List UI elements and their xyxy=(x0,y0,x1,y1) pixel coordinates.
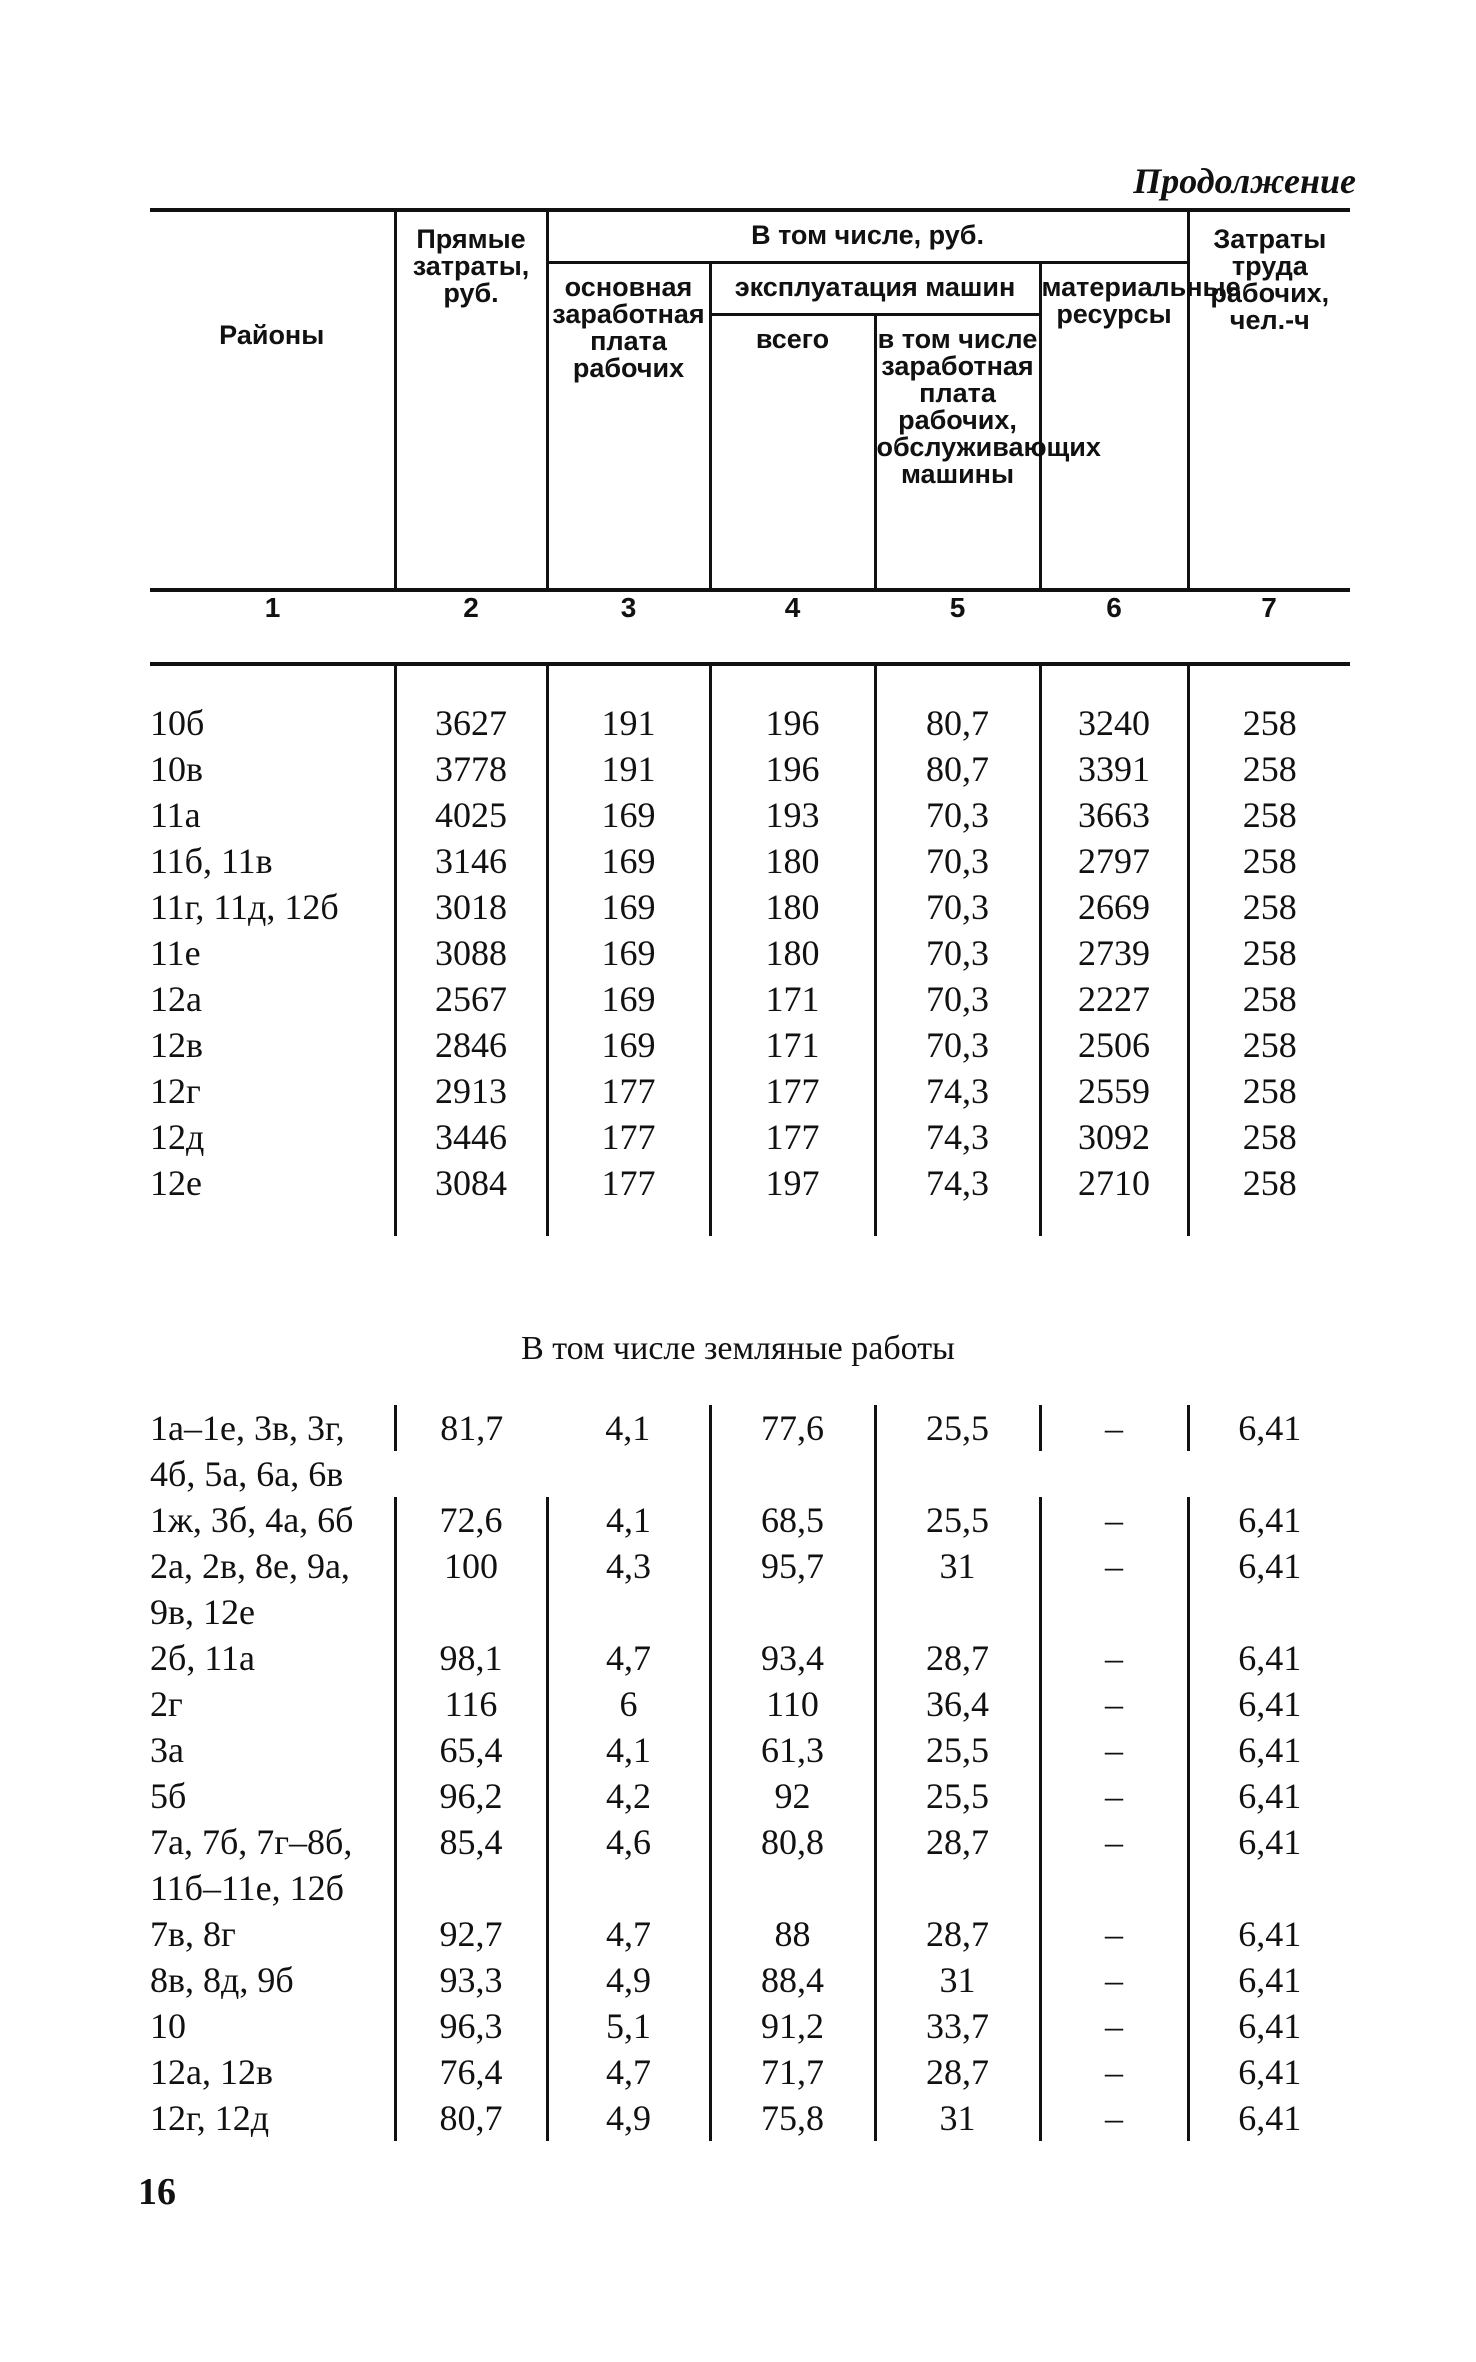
value-cell: 61,3 xyxy=(710,1727,875,1773)
value-cell: 93,3 xyxy=(395,1957,547,2003)
value-cell: 177 xyxy=(547,1160,710,1206)
value-cell: 25,5 xyxy=(875,1727,1040,1773)
value-cell: 2710 xyxy=(1040,1160,1188,1206)
value-cell: 6,41 xyxy=(1188,1819,1350,1865)
value-cell: 81,7 xyxy=(395,1405,547,1451)
header-base-wages: основная заработная плата рабочих xyxy=(547,263,710,591)
value-cell: – xyxy=(1040,1727,1188,1773)
value-cell: 6,41 xyxy=(1188,2003,1350,2049)
value-cell: 74,3 xyxy=(875,1114,1040,1160)
table-row xyxy=(150,1068,1350,1114)
table-row xyxy=(150,1819,1350,1865)
table-row xyxy=(150,838,1350,884)
value-cell: 70,3 xyxy=(875,1022,1040,1068)
value-cell: 75,8 xyxy=(710,2095,875,2141)
value-cell: 4,9 xyxy=(547,1957,710,2003)
region-cell: 11е xyxy=(150,933,201,973)
value-cell: – xyxy=(1040,2003,1188,2049)
value-cell: 3446 xyxy=(395,1114,547,1160)
value-cell: 169 xyxy=(547,792,710,838)
region-cell: 9в, 12е xyxy=(150,1592,255,1632)
region-cell: 11г, 11д, 12б xyxy=(150,887,339,927)
value-cell xyxy=(1188,1451,1350,1497)
value-cell: 258 xyxy=(1188,746,1350,792)
value-cell: 100 xyxy=(395,1543,547,1589)
table-row xyxy=(150,1497,1350,1543)
region-cell: 8в, 8д, 9б xyxy=(150,1960,294,2000)
value-cell: 71,7 xyxy=(710,2049,875,2095)
value-cell xyxy=(547,1451,710,1497)
value-cell: 68,5 xyxy=(710,1497,875,1543)
column-number: 4 xyxy=(710,590,875,664)
value-cell: 4,6 xyxy=(547,1819,710,1865)
region-cell: 7а, 7б, 7г–8б, xyxy=(150,1822,353,1862)
region-cell: 11б, 11в xyxy=(150,841,273,881)
value-cell: 258 xyxy=(1188,838,1350,884)
value-cell: 258 xyxy=(1188,930,1350,976)
value-cell xyxy=(710,1865,875,1911)
value-cell: 2669 xyxy=(1040,884,1188,930)
value-cell: 3240 xyxy=(1040,700,1188,746)
value-cell: – xyxy=(1040,2095,1188,2141)
value-cell: – xyxy=(1040,1911,1188,1957)
region-cell: 2а, 2в, 8е, 9а, xyxy=(150,1546,350,1586)
value-cell xyxy=(875,1865,1040,1911)
table-row xyxy=(150,2049,1350,2095)
region-cell: 12д xyxy=(150,1117,205,1157)
region-cell: 3а xyxy=(150,1730,184,1770)
value-cell: 180 xyxy=(710,930,875,976)
region-cell: 2г xyxy=(150,1684,183,1724)
value-cell xyxy=(875,1589,1040,1635)
value-cell xyxy=(710,1589,875,1635)
value-cell: 169 xyxy=(547,930,710,976)
value-cell: 3092 xyxy=(1040,1114,1188,1160)
region-cell: 12а xyxy=(150,979,202,1019)
value-cell: 258 xyxy=(1188,792,1350,838)
value-cell: 31 xyxy=(875,2095,1040,2141)
value-cell: 6,41 xyxy=(1188,2049,1350,2095)
region-cell: 10в xyxy=(150,749,203,789)
value-cell: 36,4 xyxy=(875,1681,1040,1727)
table-row xyxy=(150,930,1350,976)
value-cell: 4,2 xyxy=(547,1773,710,1819)
region-cell: 10 xyxy=(150,2006,186,2046)
value-cell: 80,7 xyxy=(875,700,1040,746)
table-row xyxy=(150,2095,1350,2141)
value-cell: 80,8 xyxy=(710,1819,875,1865)
value-cell: 171 xyxy=(710,1022,875,1068)
region-cell: 5б xyxy=(150,1776,187,1816)
value-cell: 25,5 xyxy=(875,1497,1040,1543)
table-row xyxy=(150,792,1350,838)
table-row xyxy=(150,1543,1350,1589)
value-cell: 4,7 xyxy=(547,2049,710,2095)
value-cell: 193 xyxy=(710,792,875,838)
value-cell: 6,41 xyxy=(1188,1727,1350,1773)
value-cell: 2739 xyxy=(1040,930,1188,976)
earthworks-table xyxy=(150,1405,1350,2141)
value-cell: 196 xyxy=(710,700,875,746)
value-cell: 258 xyxy=(1188,1160,1350,1206)
value-cell: 65,4 xyxy=(395,1727,547,1773)
value-cell: 4,7 xyxy=(547,1911,710,1957)
value-cell: 258 xyxy=(1188,700,1350,746)
value-cell: 258 xyxy=(1188,1068,1350,1114)
value-cell: 6,41 xyxy=(1188,1681,1350,1727)
value-cell: 4,3 xyxy=(547,1543,710,1589)
value-cell: 191 xyxy=(547,700,710,746)
value-cell: 6,41 xyxy=(1188,1957,1350,2003)
value-cell: 3084 xyxy=(395,1160,547,1206)
value-cell: 28,7 xyxy=(875,1911,1040,1957)
value-cell: 4,7 xyxy=(547,1635,710,1681)
value-cell: 28,7 xyxy=(875,1635,1040,1681)
header-direct-costs: Прямые затраты, руб. xyxy=(395,210,547,590)
table-row xyxy=(150,884,1350,930)
value-cell: 177 xyxy=(547,1114,710,1160)
value-cell: 70,3 xyxy=(875,976,1040,1022)
column-number-row xyxy=(150,590,1350,664)
value-cell: 3146 xyxy=(395,838,547,884)
column-number: 1 xyxy=(150,590,395,664)
value-cell: 2913 xyxy=(395,1068,547,1114)
continuation-label: Продолжение xyxy=(1133,161,1356,201)
value-cell: 180 xyxy=(710,838,875,884)
region-cell: 1а–1е, 3в, 3г, xyxy=(150,1408,345,1448)
value-cell: 74,3 xyxy=(875,1160,1040,1206)
value-cell: 3778 xyxy=(395,746,547,792)
region-cell: 2б, 11а xyxy=(150,1638,255,1678)
value-cell: 91,2 xyxy=(710,2003,875,2049)
value-cell: 6,41 xyxy=(1188,1543,1350,1589)
value-cell xyxy=(1188,1589,1350,1635)
value-cell: 6,41 xyxy=(1188,2095,1350,2141)
value-cell: 4,9 xyxy=(547,2095,710,2141)
value-cell: 2846 xyxy=(395,1022,547,1068)
table-row xyxy=(150,746,1350,792)
value-cell: 6,41 xyxy=(1188,1911,1350,1957)
value-cell: 4,1 xyxy=(547,1727,710,1773)
value-cell: – xyxy=(1040,1681,1188,1727)
region-cell: 7в, 8г xyxy=(150,1914,236,1954)
value-cell: 70,3 xyxy=(875,792,1040,838)
value-cell: 3018 xyxy=(395,884,547,930)
value-cell: 2559 xyxy=(1040,1068,1188,1114)
value-cell: 2227 xyxy=(1040,976,1188,1022)
value-cell: 6,41 xyxy=(1188,1773,1350,1819)
header-materials: материальные ресурсы xyxy=(1040,263,1188,591)
value-cell: 6,41 xyxy=(1188,1497,1350,1543)
value-cell: 4025 xyxy=(395,792,547,838)
value-cell: 3391 xyxy=(1040,746,1188,792)
value-cell: – xyxy=(1040,1635,1188,1681)
value-cell: 258 xyxy=(1188,1022,1350,1068)
value-cell: 6,41 xyxy=(1188,1405,1350,1451)
value-cell: 180 xyxy=(710,884,875,930)
value-cell: 80,7 xyxy=(875,746,1040,792)
column-number: 5 xyxy=(875,590,1040,664)
value-cell: 169 xyxy=(547,976,710,1022)
value-cell: 196 xyxy=(710,746,875,792)
value-cell: 72,6 xyxy=(395,1497,547,1543)
value-cell: 3088 xyxy=(395,930,547,976)
header-labor-costs: Затраты труда рабочих, чел.-ч xyxy=(1188,210,1350,590)
value-cell: 31 xyxy=(875,1957,1040,2003)
value-cell: 5,1 xyxy=(547,2003,710,2049)
table-row xyxy=(150,1957,1350,2003)
value-cell: 74,3 xyxy=(875,1068,1040,1114)
table-row xyxy=(150,1022,1350,1068)
value-cell: 2567 xyxy=(395,976,547,1022)
value-cell xyxy=(875,1451,1040,1497)
region-cell: 12в xyxy=(150,1025,203,1065)
value-cell: 25,5 xyxy=(875,1773,1040,1819)
value-cell: 88,4 xyxy=(710,1957,875,2003)
value-cell: 169 xyxy=(547,1022,710,1068)
table-row xyxy=(150,1865,1350,1911)
table-row xyxy=(150,1727,1350,1773)
value-cell xyxy=(395,1865,547,1911)
value-cell xyxy=(1188,1865,1350,1911)
value-cell xyxy=(395,1589,547,1635)
value-cell xyxy=(395,1451,547,1497)
column-number: 6 xyxy=(1040,590,1188,664)
value-cell: 77,6 xyxy=(710,1405,875,1451)
table-row xyxy=(150,2003,1350,2049)
value-cell: – xyxy=(1040,1957,1188,2003)
region-cell: 1ж, 3б, 4а, 6б xyxy=(150,1500,354,1540)
table-row xyxy=(150,1114,1350,1160)
value-cell: 258 xyxy=(1188,884,1350,930)
value-cell xyxy=(547,1865,710,1911)
value-cell: – xyxy=(1040,2049,1188,2095)
value-cell: 70,3 xyxy=(875,838,1040,884)
column-number: 7 xyxy=(1188,590,1350,664)
region-cell: 12г xyxy=(150,1071,201,1111)
value-cell: 177 xyxy=(710,1068,875,1114)
value-cell: 3627 xyxy=(395,700,547,746)
value-cell: 2506 xyxy=(1040,1022,1188,1068)
value-cell: – xyxy=(1040,1773,1188,1819)
value-cell: 4,1 xyxy=(547,1497,710,1543)
value-cell: 110 xyxy=(710,1681,875,1727)
value-cell: 70,3 xyxy=(875,930,1040,976)
value-cell: 92,7 xyxy=(395,1911,547,1957)
section-title: В том числе земляные работы xyxy=(521,1330,955,1367)
value-cell xyxy=(710,1451,875,1497)
value-cell: – xyxy=(1040,1405,1188,1451)
value-cell: 2797 xyxy=(1040,838,1188,884)
value-cell: 92 xyxy=(710,1773,875,1819)
value-cell: 3663 xyxy=(1040,792,1188,838)
table-row xyxy=(150,1405,1350,1451)
value-cell: 70,3 xyxy=(875,884,1040,930)
region-cell: 11б–11е, 12б xyxy=(150,1868,344,1908)
region-cell: 11а xyxy=(150,795,201,835)
table-row xyxy=(150,976,1350,1022)
value-cell: 96,3 xyxy=(395,2003,547,2049)
table-row xyxy=(150,1451,1350,1497)
value-cell: 171 xyxy=(710,976,875,1022)
value-cell: 177 xyxy=(547,1068,710,1114)
value-cell: – xyxy=(1040,1819,1188,1865)
value-cell: 28,7 xyxy=(875,2049,1040,2095)
value-cell: 4,1 xyxy=(605,1408,651,1448)
header-machines-total: всего xyxy=(710,315,875,591)
value-cell: 80,7 xyxy=(395,2095,547,2141)
header-machines-wages: в том числе заработная плата рабочих, обслуживающих машины xyxy=(875,315,1040,591)
column-number: 3 xyxy=(547,590,710,664)
value-cell: 6 xyxy=(547,1681,710,1727)
region-cell: 12а, 12в xyxy=(150,2052,273,2092)
table-row xyxy=(150,1589,1350,1635)
header-regions: Районы xyxy=(150,210,395,590)
region-cell: 12г, 12д xyxy=(150,2098,270,2138)
value-cell: 258 xyxy=(1188,1114,1350,1160)
region-cell: 4б, 5а, 6а, 6в xyxy=(150,1454,344,1494)
value-cell: 76,4 xyxy=(395,2049,547,2095)
table-row xyxy=(150,1160,1350,1206)
value-cell: 88 xyxy=(710,1911,875,1957)
table-row xyxy=(150,700,1350,746)
table-row xyxy=(150,1773,1350,1819)
header-including-group: В том числе, руб. xyxy=(547,210,1188,263)
header-machine-operation: эксплуатация машин xyxy=(710,263,1040,315)
table-row xyxy=(150,1911,1350,1957)
value-cell xyxy=(1040,1451,1188,1497)
value-cell: 169 xyxy=(547,884,710,930)
value-cell: 28,7 xyxy=(875,1819,1040,1865)
region-cell: 10б xyxy=(150,703,205,743)
value-cell: – xyxy=(1040,1543,1188,1589)
cost-table xyxy=(150,208,1350,1236)
value-cell xyxy=(547,1589,710,1635)
value-cell: 85,4 xyxy=(395,1819,547,1865)
value-cell: 169 xyxy=(547,838,710,884)
value-cell: 31 xyxy=(875,1543,1040,1589)
table-row xyxy=(150,1635,1350,1681)
value-cell: 25,5 xyxy=(875,1405,1040,1451)
value-cell: 258 xyxy=(1188,976,1350,1022)
value-cell: 98,1 xyxy=(395,1635,547,1681)
value-cell: 93,4 xyxy=(710,1635,875,1681)
value-cell: – xyxy=(1040,1497,1188,1543)
value-cell: 33,7 xyxy=(875,2003,1040,2049)
value-cell: 96,2 xyxy=(395,1773,547,1819)
value-cell: 191 xyxy=(547,746,710,792)
value-cell: 116 xyxy=(395,1681,547,1727)
value-cell: 197 xyxy=(710,1160,875,1206)
value-cell: 177 xyxy=(710,1114,875,1160)
value-cell: 6,41 xyxy=(1188,1635,1350,1681)
value-cell xyxy=(1040,1589,1188,1635)
page-number: 16 xyxy=(138,2171,176,2213)
value-cell: 95,7 xyxy=(710,1543,875,1589)
region-cell: 12е xyxy=(150,1163,202,1203)
column-number: 2 xyxy=(395,590,547,664)
value-cell xyxy=(1040,1865,1188,1911)
table-row xyxy=(150,1681,1350,1727)
